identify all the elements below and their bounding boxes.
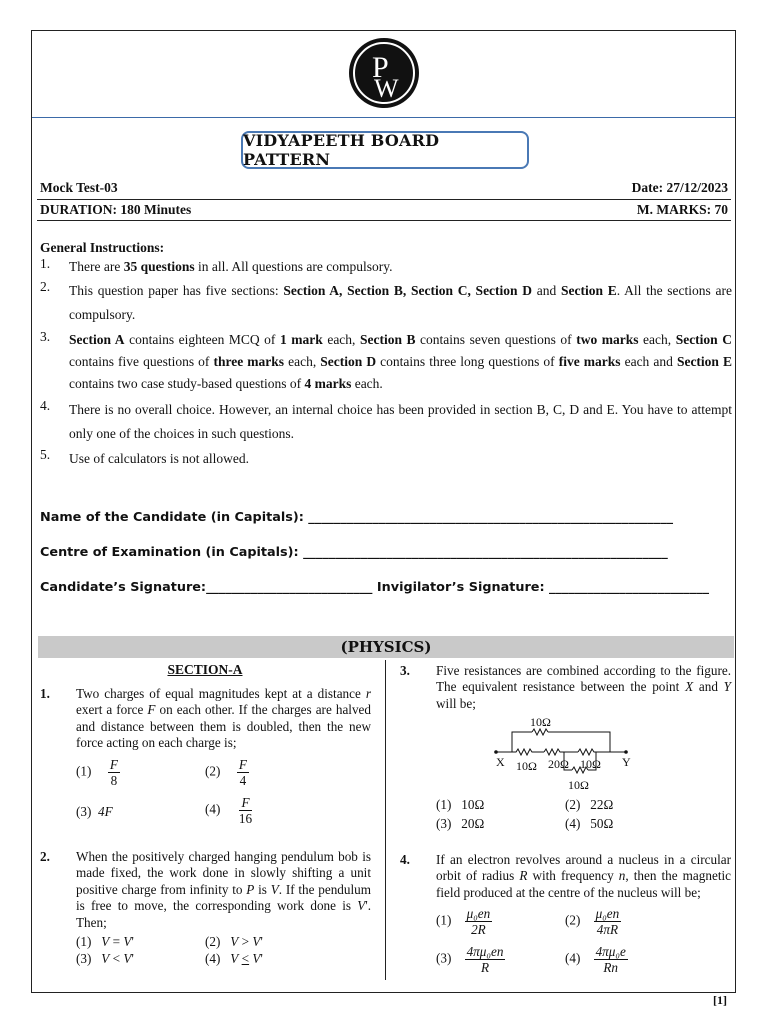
q3-option-2[interactable]: (2) 22Ω bbox=[565, 797, 614, 812]
signature-row[interactable]: Candidate’s Signature:__________________________ Invigilator’s Signature: _________________________ bbox=[40, 580, 710, 595]
circuit-label-r1: 10Ω bbox=[516, 759, 537, 773]
column-divider bbox=[385, 660, 386, 980]
question-1: 1. Two charges of equal magnitudes kept at a distance r exert a force F on each other. If the charges are halved and distance between them is doubled, then the new force acting on each charge is; bbox=[40, 686, 371, 751]
divider bbox=[37, 220, 731, 221]
duration: DURATION: 180 Minutes bbox=[40, 202, 192, 217]
svg-text:P: P bbox=[372, 51, 389, 84]
resistor-circuit-diagram bbox=[492, 712, 642, 792]
exam-date: Date: 27/12/2023 bbox=[631, 180, 728, 195]
instruction-item: 3. Section A contains eighteen MCQ of 1 mark each, Section B contains seven questions of two marks each, Section C contains five questions of three marks each, Section D contains three long questions of five marks each and Section E contains two case study-based questions of 4 marks each. bbox=[40, 329, 733, 391]
q3-option-3[interactable]: (3) 20Ω bbox=[436, 816, 485, 831]
max-marks: M. MARKS: 70 bbox=[636, 202, 728, 217]
mock-test-label: Mock Test-03 bbox=[40, 180, 118, 195]
q1-option-2[interactable]: (2) $\frac{F}{4}$ bbox=[205, 757, 247, 788]
instruction-item: 1. There are 35 questions in all. All questions are compulsory. bbox=[40, 256, 393, 274]
svg-text:W: W bbox=[374, 74, 399, 103]
q4-option-1[interactable]: (1) $\frac{\text{μ₀en}}{2R}$ bbox=[436, 906, 491, 937]
instruction-item: 4. There is no overall choice. However, an internal choice has been provided in section B, C, D and E. You have to attempt only one of the choices in such questions. bbox=[40, 398, 732, 441]
q4-option-2[interactable]: (2) $\frac{\text{μ₀en}}{4\pi R}$ bbox=[565, 906, 620, 937]
question-4: 4. If an electron revolves around a nucleus in a circular orbit of radius R with frequency n, then the magnetic field produced at the centre of the nucleus will be; bbox=[400, 852, 732, 900]
duration-row bbox=[40, 202, 728, 218]
instructions-heading: General Instructions: bbox=[40, 240, 165, 255]
exam-centre-field[interactable]: Centre of Examination (in Capitals): _________________________________________________________ bbox=[40, 545, 668, 560]
divider bbox=[37, 199, 731, 200]
candidate-name-field[interactable]: Name of the Candidate (in Capitals): _________________________________________________________ bbox=[40, 510, 673, 525]
q1-option-4[interactable]: (4) $\frac{F}{16}$ bbox=[205, 795, 253, 826]
circuit-terminal-y: Y bbox=[622, 755, 631, 769]
pw-logo bbox=[348, 37, 420, 109]
q3-option-4[interactable]: (4) 50Ω bbox=[565, 816, 614, 831]
question-3: 3. Five resistances are combined according to the figure. The equivalent resistance between the point X and Y will be; bbox=[400, 663, 732, 711]
circuit-label-bottom: 10Ω bbox=[568, 778, 589, 792]
circuit-label-r2: 20Ω bbox=[548, 757, 569, 771]
q3-option-1[interactable]: (1) 10Ω bbox=[436, 797, 485, 812]
q1-option-3[interactable]: (3) 4F bbox=[76, 804, 113, 819]
q2-option-2[interactable]: (2) V > V' bbox=[205, 934, 263, 949]
q4-option-4[interactable]: (4) $\frac{\text{4πμ₀e}}{Rn}$ bbox=[565, 944, 626, 975]
section-title: SECTION-A bbox=[167, 662, 243, 677]
circuit-label-r3: 10Ω bbox=[580, 757, 601, 771]
test-info-row bbox=[40, 180, 728, 196]
pattern-title: VIDYAPEETH BOARD PATTERN bbox=[241, 131, 529, 169]
instruction-item: 5. Use of calculators is not allowed. bbox=[40, 447, 249, 466]
subject-banner: (PHYSICS) bbox=[38, 636, 734, 658]
circuit-terminal-x: X bbox=[496, 755, 505, 769]
header-rule bbox=[32, 117, 735, 118]
instruction-item: 2. This question paper has five sections: Section A, Section B, Section C, Section D and Section E. All the sections are compulsory. bbox=[40, 279, 732, 322]
q4-option-3[interactable]: (3) $\frac{\text{4πμ₀en}}{R}$ bbox=[436, 944, 504, 975]
q2-option-3[interactable]: (3) V < V' bbox=[76, 951, 134, 966]
question-2: 2. When the positively charged hanging pendulum bob is made fixed, the work done in slowly shifting a unit positive charge from infinity to P is V. If the pendulum is free to move, the corresponding work done is V'. Then; bbox=[40, 849, 372, 930]
q2-option-1[interactable]: (1) V = V' bbox=[76, 934, 134, 949]
q2-option-4[interactable]: (4) V < V' bbox=[205, 951, 263, 966]
page-number: [1] bbox=[713, 993, 727, 1007]
q1-option-1[interactable]: (1) $\frac{F}{8}$ bbox=[76, 757, 118, 788]
circuit-label-top: 10Ω bbox=[530, 715, 551, 729]
